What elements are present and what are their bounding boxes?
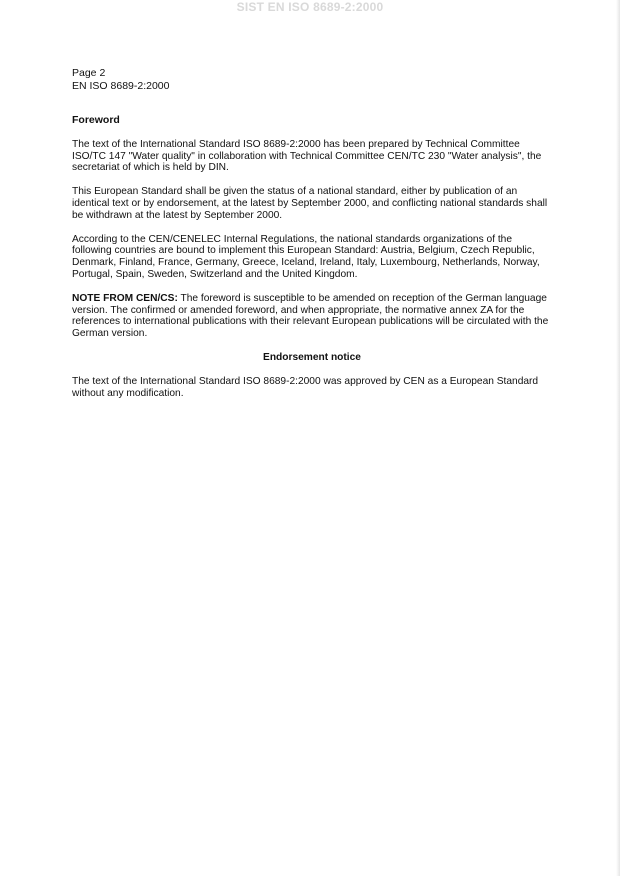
endorsement-text: The text of the International Standard ISO 8689-2:2000 was approved by CEN as a European Standard without any modification. xyxy=(72,375,539,399)
foreword-paragraph-1: The text of the International Standard ISO 8689-2:2000 has been prepared by Technical Committee ISO/TC 147 "Water quality" in collaboration with Technical Committee CEN/TC 230 "Water analysis", the secretariat of which is held by DIN. xyxy=(72,138,542,174)
page-number: Page 2 xyxy=(72,67,106,79)
standard-reference: EN ISO 8689-2:2000 xyxy=(72,80,170,92)
cen-note-text: The foreword is susceptible to be amended on reception of the German language version. The confirmed or amended foreword, and when appropriate, the normative annex ZA for the references to international publications with their relevant European publications will be circulated with the German version. xyxy=(72,292,549,340)
foreword-paragraph-2: This European Standard shall be given the status of a national standard, either by publication of an identical text or by endorsement, at the latest by September 2000, and conflicting national standards shall be withdrawn at the latest by September 2000. xyxy=(72,186,548,221)
document-body xyxy=(72,115,552,411)
foreword-heading: Foreword xyxy=(72,114,120,126)
cen-note-label: NOTE FROM CEN/CS: xyxy=(72,292,178,304)
page-header xyxy=(72,67,169,93)
cen-note xyxy=(72,293,552,340)
watermark: SIST EN ISO 8689-2:2000 xyxy=(236,0,384,14)
endorsement-heading: Endorsement notice xyxy=(263,351,361,363)
foreword-paragraph-3: According to the CEN/CENELEC Internal Regulations, the national standards organizations of the following countries are bound to implement this European Standard: Austria, Belgium, Czech Republic, Denmark, Finland, France, Germany, Greece, Iceland, Ireland, Italy, Luxembourg, Netherlands, Norway, Portugal, Spain, Sweden, Switzerland and the United Kingdom. xyxy=(72,233,540,280)
page-edge xyxy=(616,0,620,876)
